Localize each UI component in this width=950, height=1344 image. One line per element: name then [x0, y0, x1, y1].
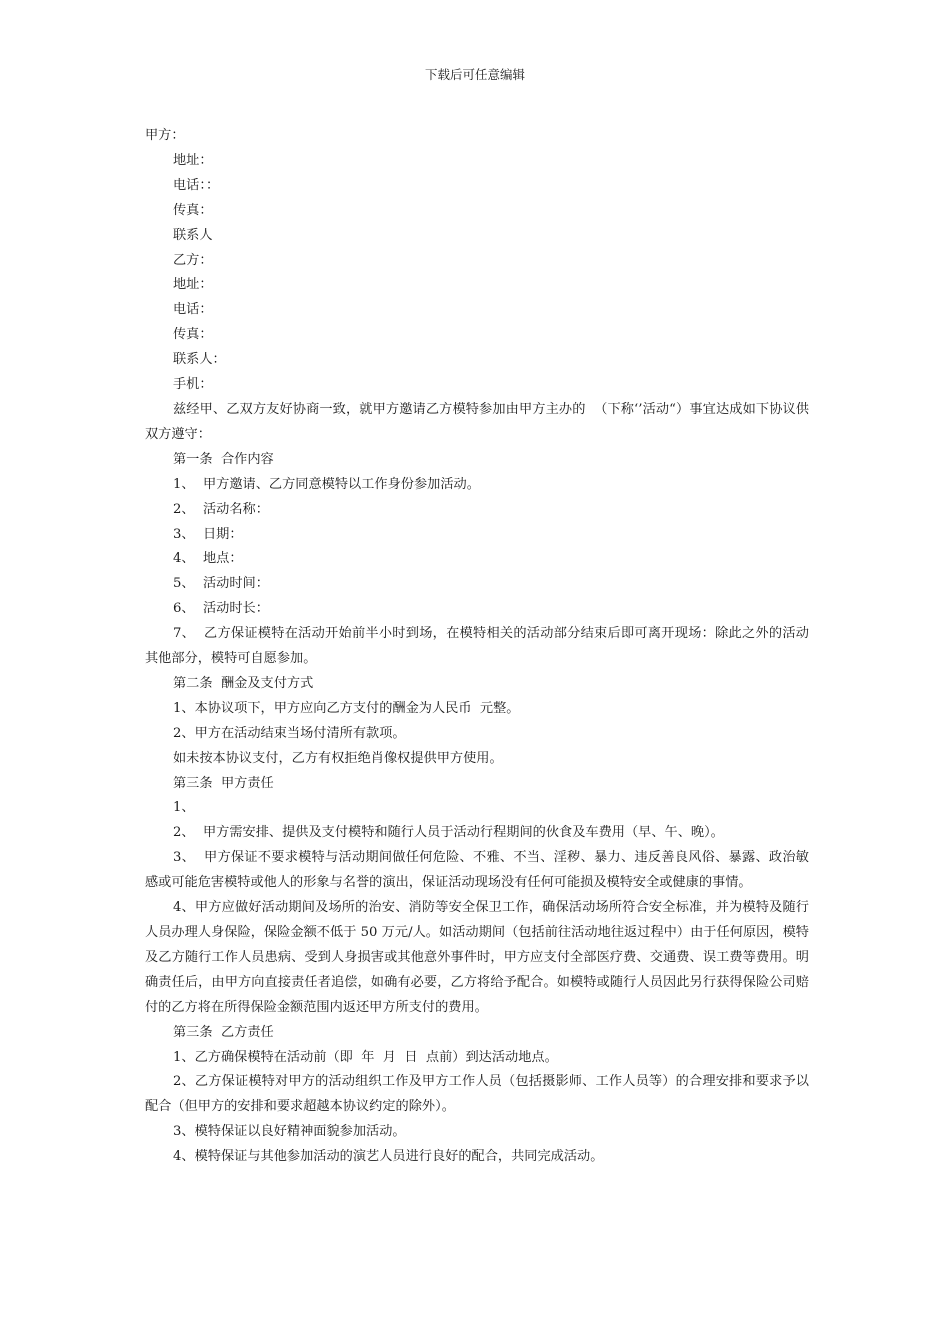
contract-paragraph: 4、 地点： — [173, 551, 243, 567]
contract-paragraph: 3、 甲方保证不要求模特与活动期间做任何危险、不雅、不当、淫秽、暴力、违反善良风俗、暴露、政治敏感或可能危害模特或他人的形象与名誉的演出，保证活动现场没有任何可能损及模特安全或健康的事情。 — [145, 850, 809, 891]
contract-paragraph: 兹经甲、乙双方友好协商一致，就甲方邀请乙方模特参加由甲方主办的 （下称‘’活动“）事宜达成如下协议供双方遵守： — [145, 401, 809, 442]
contract-paragraph: 第三条 甲方责任 — [173, 775, 274, 791]
page-header — [0, 67, 950, 83]
contract-paragraph: 第二条 酬金及支付方式 — [173, 675, 314, 691]
contract-paragraph: 联系人 — [173, 227, 213, 243]
contract-paragraph: 3、 日期： — [173, 526, 243, 542]
contract-paragraph: 联系人： — [173, 352, 226, 368]
contract-paragraph: 4、模特保证与其他参加活动的演艺人员进行良好的配合，共同完成活动。 — [173, 1149, 604, 1165]
contract-paragraph: 地址： — [173, 277, 213, 293]
contract-paragraph: 手机： — [173, 377, 213, 393]
contract-paragraph: 传真： — [173, 327, 213, 343]
contract-paragraph: 2、甲方在活动结束当场付清所有款项。 — [173, 725, 406, 741]
contract-paragraph: 甲方： — [145, 128, 185, 143]
contract-paragraph: 2、 活动名称： — [173, 501, 269, 517]
contract-paragraph: 3、模特保证以良好精神面貌参加活动。 — [173, 1124, 406, 1140]
contract-paragraph: 地址： — [173, 152, 213, 168]
contract-paragraph: 5、 活动时间： — [173, 576, 269, 592]
contract-body — [145, 124, 809, 1170]
contract-paragraph: 7、 乙方保证模特在活动开始前半小时到场，在模特相关的活动部分结束后即可离开现场：除此之外的活动其他部分，模特可自愿参加。 — [145, 626, 809, 667]
contract-paragraph: 4、甲方应做好活动期间及场所的治安、消防等安全保卫工作，确保活动场所符合安全标准，并为模特及随行人员办理人身保险，保险金额不低于 50 万元/人。如活动期间（包括前往活动地往返过程中）由于任何原因，模特及乙方随行工作人员患病、受到人身损害或其他意外事件时，甲方应支付全部医疗费、交通费、误工费等费用。明确责任后，由甲方向直接责任者追偿，如确有必要，乙方将给予配合。如模特或随行人员因此另行获得保险公司赔付的乙方将在所得保险金额范围内返还甲方所支付的费用。 — [145, 900, 809, 1015]
contract-paragraph: 乙方： — [173, 252, 213, 268]
contract-paragraph: 6、 活动时长： — [173, 601, 269, 617]
contract-paragraph: 电话： — [173, 302, 213, 318]
contract-paragraph: 1、乙方确保模特在活动前（即 年 月 日 点前）到达活动地点。 — [173, 1049, 558, 1065]
contract-paragraph: 2、 甲方需安排、提供及支付模特和随行人员于活动行程期间的伙食及车费用（早、午、晚）。 — [173, 825, 724, 841]
contract-paragraph: 电话：： — [173, 177, 220, 193]
contract-paragraph: 第一条 合作内容 — [173, 451, 274, 467]
contract-paragraph: 如未按本协议支付，乙方有权拒绝肖像权提供甲方使用。 — [173, 750, 503, 766]
contract-paragraph: 传真： — [173, 202, 213, 218]
contract-paragraph: 2、乙方保证模特对甲方的活动组织工作及甲方工作人员（包括摄影师、工作人员等）的合理安排和要求予以配合（但甲方的安排和要求超越本协议约定的除外）。 — [145, 1074, 809, 1115]
contract-paragraph: 1、 甲方邀请、乙方同意模特以工作身份参加活动。 — [173, 476, 480, 492]
contract-paragraph: 1、 — [173, 800, 195, 816]
header-note: 下载后可任意编辑 — [424, 67, 525, 82]
contract-paragraph: 第三条 乙方责任 — [173, 1024, 274, 1040]
contract-paragraph: 1、本协议项下，甲方应向乙方支付的酬金为人民币 元整。 — [173, 700, 520, 716]
